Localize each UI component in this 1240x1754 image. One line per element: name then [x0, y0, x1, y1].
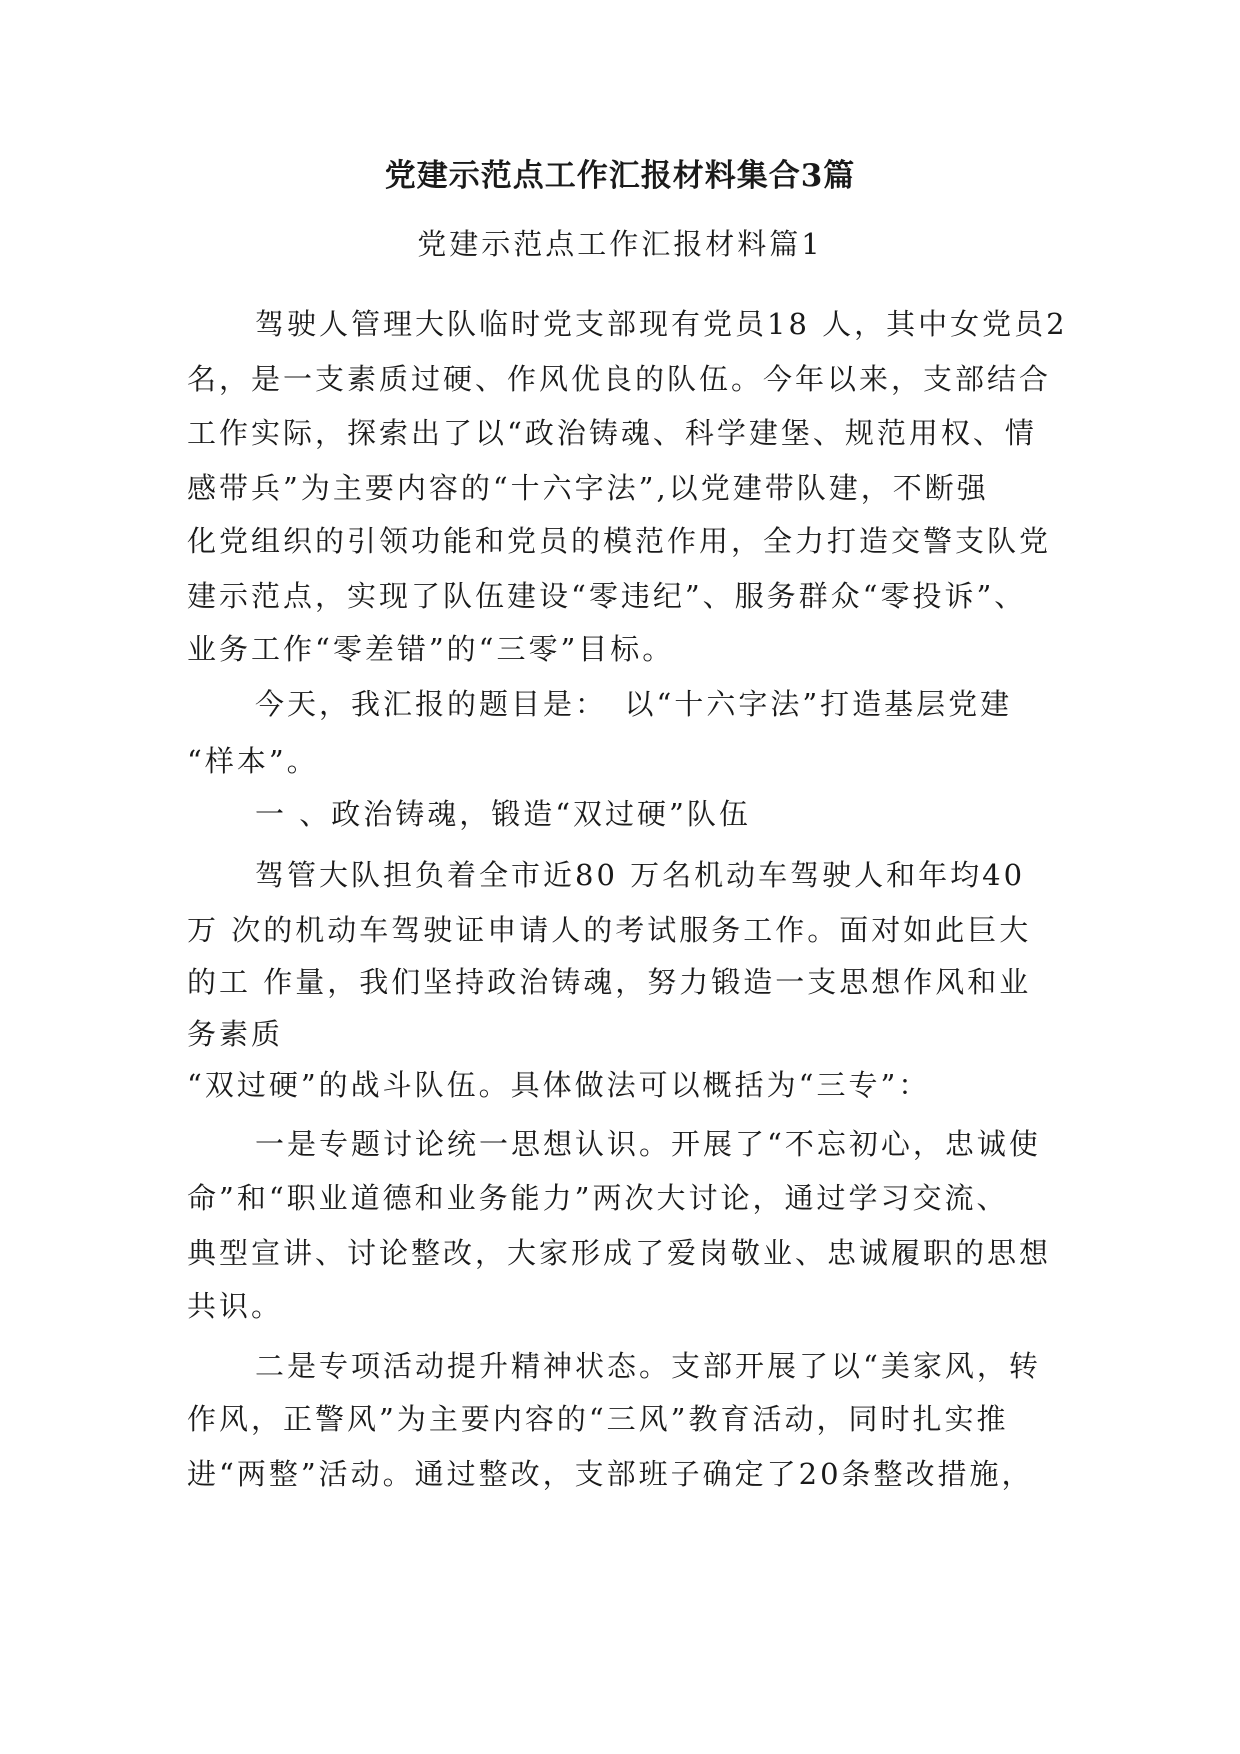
text-line: 作风，正警风”为主要内容的“三风”教育活动，同时扎实推: [187, 1402, 1009, 1436]
text-line: 今天，我汇报的题目是： 以“十六字法”打造基层党建: [255, 687, 1013, 721]
text-line: 名，是一支素质过硬、作风优良的队伍。今年以来，支部结合: [187, 362, 1052, 396]
text-line: 务素质: [187, 1017, 284, 1051]
text-line: 二是专项活动提升精神状态。支部开展了以“美家风，转: [255, 1349, 1041, 1383]
text-line: 命”和“职业道德和业务能力”两次大讨论，通过学习交流、: [187, 1181, 1009, 1215]
text-line: 万 次的机动车驾驶证申请人的考试服务工作。面对如此巨大: [187, 913, 1032, 947]
section-heading: 一 、政治铸魂，锻造“双过硬”队伍: [255, 797, 751, 831]
text-line: 的工 作量，我们坚持政治铸魂，努力锻造一支思想作风和业: [187, 965, 1032, 999]
document-title: 党建示范点工作汇报材料集合3篇: [384, 158, 856, 194]
text-line: 业务工作“零差错”的“三零”目标。: [187, 632, 675, 666]
text-line: 共识。: [187, 1289, 284, 1323]
text-line: “样本”。: [187, 744, 319, 778]
text-line: “双过硬”的战斗队伍。具体做法可以概括为“三专”：: [187, 1068, 931, 1102]
text-line: 工作实际，探索出了以“政治铸魂、科学建堡、规范用权、情: [187, 416, 1037, 450]
text-line: 进“两整”活动。通过整改，支部班子确定了20条整改措施，: [187, 1457, 1034, 1491]
document-subtitle: 党建示范点工作汇报材料篇1: [417, 227, 823, 261]
text-line: 典型宣讲、讨论整改，大家形成了爱岗敬业、忠诚履职的思想: [187, 1236, 1052, 1270]
text-line: 建示范点，实现了队伍建设“零违纪”、服务群众“零投诉”、: [187, 579, 1027, 613]
text-line: 驾驶人管理大队临时党支部现有党员18 人，其中女党员2: [255, 307, 1068, 341]
text-line: 感带兵”为主要内容的“十六字法”,以党建带队建，不断强: [187, 471, 989, 505]
text-line: 驾管大队担负着全市近80 万名机动车驾驶人和年均40: [255, 858, 1026, 892]
text-line: 一是专题讨论统一思想认识。开展了“不忘初心，忠诚使: [255, 1127, 1041, 1161]
text-line: 化党组织的引领功能和党员的模范作用，全力打造交警支队党: [187, 524, 1052, 558]
